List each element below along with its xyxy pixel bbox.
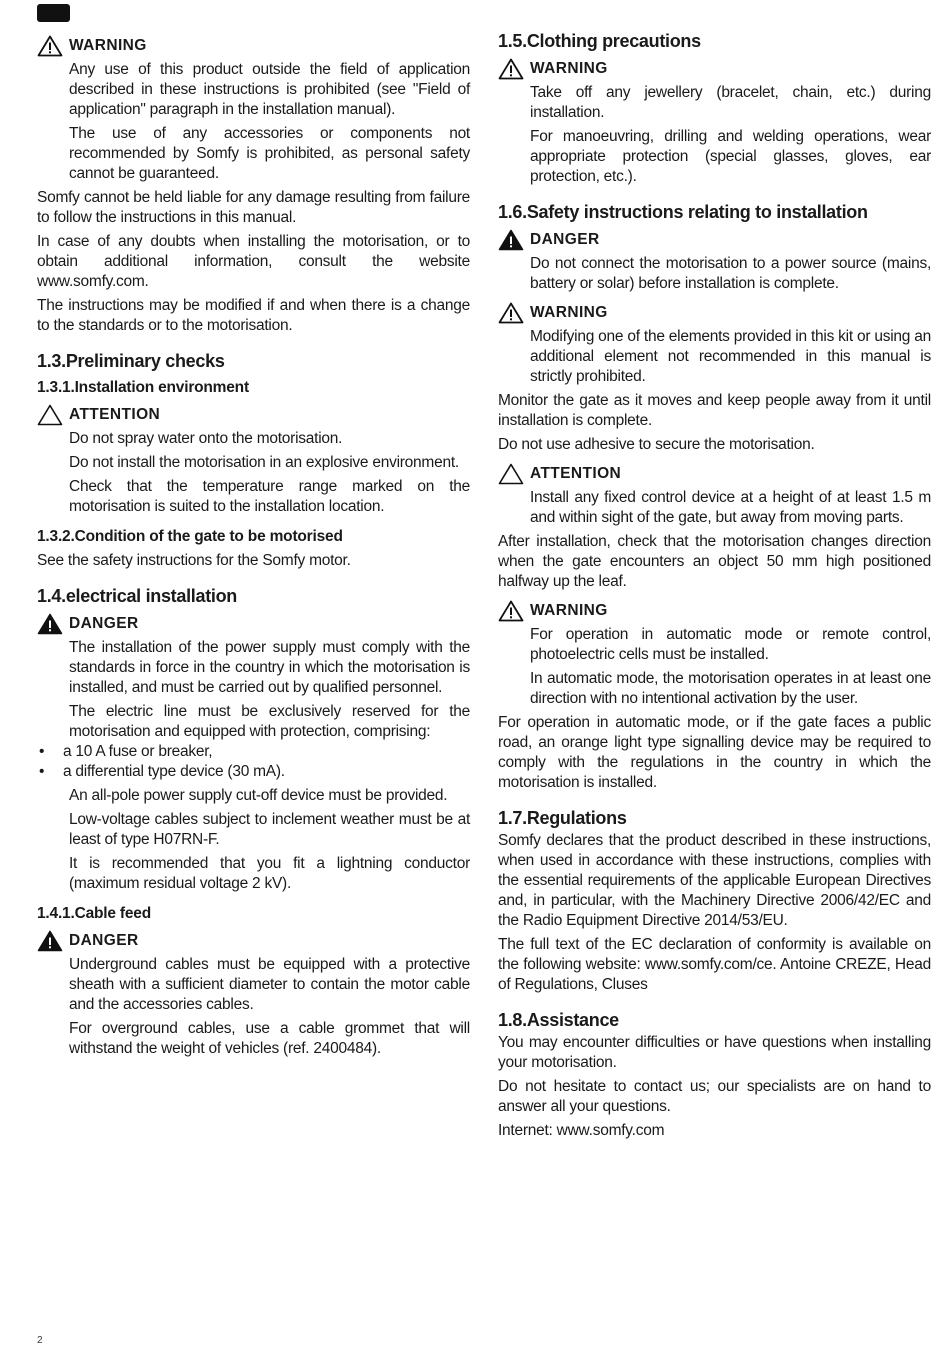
paragraph: An all-pole power supply cut-off device must be provided. <box>69 787 448 804</box>
paragraph: See the safety instructions for the Somfy motor. <box>37 552 351 569</box>
paragraph: For overground cables, use a cable grommet that will withstand the weight of vehicles (ref. 2400484). <box>69 1020 470 1057</box>
paragraph: Install any fixed control device at a height of at least 1.5 m and within sight of the gate, but away from moving parts. <box>530 489 931 526</box>
subsection-heading: 1.3.1.Installation environment <box>37 379 249 396</box>
danger-icon <box>37 930 63 952</box>
section-heading: 1.8.Assistance <box>498 1010 619 1030</box>
warning-label: WARNING <box>530 60 608 77</box>
paragraph: Do not use adhesive to secure the motorisation. <box>498 436 815 453</box>
warning-icon <box>498 58 524 80</box>
list-item <box>37 762 470 782</box>
paragraph: In automatic mode, the motorisation operates in at least one direction with no intentional activation by the user. <box>530 670 931 707</box>
danger-notice <box>37 613 470 635</box>
paragraph: Modifying one of the elements provided in this kit or using an additional element not recommended in this manual is strictly prohibited. <box>530 328 931 385</box>
paragraph: Check that the temperature range marked on the motorisation is suited to the installation location. <box>69 478 470 515</box>
warning-icon <box>498 302 524 324</box>
warning-label: WARNING <box>69 37 147 54</box>
paragraph: You may encounter difficulties or have questions when installing your motorisation. <box>498 1034 931 1071</box>
right-column <box>498 30 931 1145</box>
warning-notice <box>498 302 931 324</box>
paragraph: For operation in automatic mode or remote control, photoelectric cells must be installed. <box>530 626 931 663</box>
paragraph: For manoeuvring, drilling and welding operations, wear appropriate protection (special glasses, gloves, ear protection, etc.). <box>530 128 931 185</box>
warning-label: WARNING <box>530 602 608 619</box>
warning-icon <box>37 35 63 57</box>
paragraph: The electric line must be exclusively reserved for the motorisation and equipped with protection, comprising: <box>69 703 470 740</box>
paragraph: Take off any jewellery (bracelet, chain, etc.) during installation. <box>530 84 931 121</box>
paragraph: The full text of the EC declaration of conformity is available on the following website: www.somfy.com/ce. Antoine CREZE, Head of Regulations, Cluses <box>498 936 931 993</box>
section-heading: 1.4.electrical installation <box>37 586 237 606</box>
warning-notice <box>498 600 931 622</box>
paragraph: After installation, check that the motorisation changes direction when the gate encounters an object 50 mm high positioned halfway up the leaf. <box>498 533 931 590</box>
paragraph: In case of any doubts when installing the motorisation, or to obtain additional information, consult the website www.somfy.com. <box>37 233 470 290</box>
paragraph: It is recommended that you fit a lightning conductor (maximum residual voltage 2 kV). <box>69 855 470 892</box>
attention-notice <box>37 404 470 426</box>
language-tab <box>37 4 70 22</box>
bullet-symbol: • <box>39 763 45 780</box>
danger-label: DANGER <box>530 231 600 248</box>
danger-icon <box>498 229 524 251</box>
paragraph: Somfy declares that the product described in these instructions, when used in accordance with these instructions, complies with the essential requirements of the applicable European Directives and, in particular, with the Machinery Directive 2006/42/EC and the Radio Equipment Directive 2014/53/EU. <box>498 832 931 929</box>
paragraph: Do not hesitate to contact us; our specialists are on hand to answer all your questions. <box>498 1078 931 1115</box>
warning-notice <box>498 58 931 80</box>
section-heading: 1.6.Safety instructions relating to installation <box>498 202 868 222</box>
list-item <box>37 742 470 762</box>
paragraph: Low-voltage cables subject to inclement weather must be at least of type H07RN-F. <box>69 811 470 848</box>
attention-notice <box>498 463 931 485</box>
attention-label: ATTENTION <box>530 465 622 482</box>
list-item-text: a 10 A fuse or breaker, <box>63 743 213 760</box>
attention-label: ATTENTION <box>69 406 161 423</box>
danger-notice <box>37 930 470 952</box>
paragraph: For operation in automatic mode, or if the gate faces a public road, an orange light type signalling device may be required to comply with the regulations in the country in which the motorisation is installed. <box>498 714 931 791</box>
subsection-heading: 1.3.2.Condition of the gate to be motorised <box>37 528 343 545</box>
warning-label: WARNING <box>530 304 608 321</box>
paragraph: Underground cables must be equipped with a protective sheath with a sufficient diameter to contain the motor cable and the accessories cables. <box>69 956 470 1013</box>
paragraph: The instructions may be modified if and when there is a change to the standards or to the motorisation. <box>37 297 470 334</box>
section-heading: 1.3.Preliminary checks <box>37 351 225 371</box>
paragraph: Somfy cannot be held liable for any damage resulting from failure to follow the instructions in this manual. <box>37 189 470 226</box>
section-heading: 1.7.Regulations <box>498 808 627 828</box>
subsection-heading: 1.4.1.Cable feed <box>37 905 151 922</box>
attention-icon <box>37 404 63 426</box>
paragraph: Do not connect the motorisation to a power source (mains, battery or solar) before installation is complete. <box>530 255 931 292</box>
paragraph: Monitor the gate as it moves and keep people away from it until installation is complete. <box>498 392 931 429</box>
danger-notice <box>498 229 931 251</box>
left-column <box>37 35 470 1063</box>
attention-icon <box>498 463 524 485</box>
danger-label: DANGER <box>69 615 139 632</box>
paragraph: Internet: www.somfy.com <box>498 1122 665 1139</box>
page-number: 2 <box>37 1335 43 1346</box>
warning-notice <box>37 35 470 57</box>
paragraph: Any use of this product outside the field of application described in these instructions is prohibited (see "Field of application" paragraph in the installation manual). <box>69 61 470 118</box>
section-heading: 1.5.Clothing precautions <box>498 31 701 51</box>
paragraph: Do not spray water onto the motorisation. <box>69 430 343 447</box>
danger-label: DANGER <box>69 932 139 949</box>
warning-icon <box>498 600 524 622</box>
bullet-symbol: • <box>39 743 45 760</box>
paragraph: The use of any accessories or components not recommended by Somfy is prohibited, as personal safety cannot be guaranteed. <box>69 125 470 182</box>
paragraph: Do not install the motorisation in an explosive environment. <box>69 454 459 471</box>
danger-icon <box>37 613 63 635</box>
list-item-text: a differential type device (30 mA). <box>63 763 285 780</box>
paragraph: The installation of the power supply must comply with the standards in force in the country in which the motorisation is installed, and must be carried out by qualified personnel. <box>69 639 470 696</box>
